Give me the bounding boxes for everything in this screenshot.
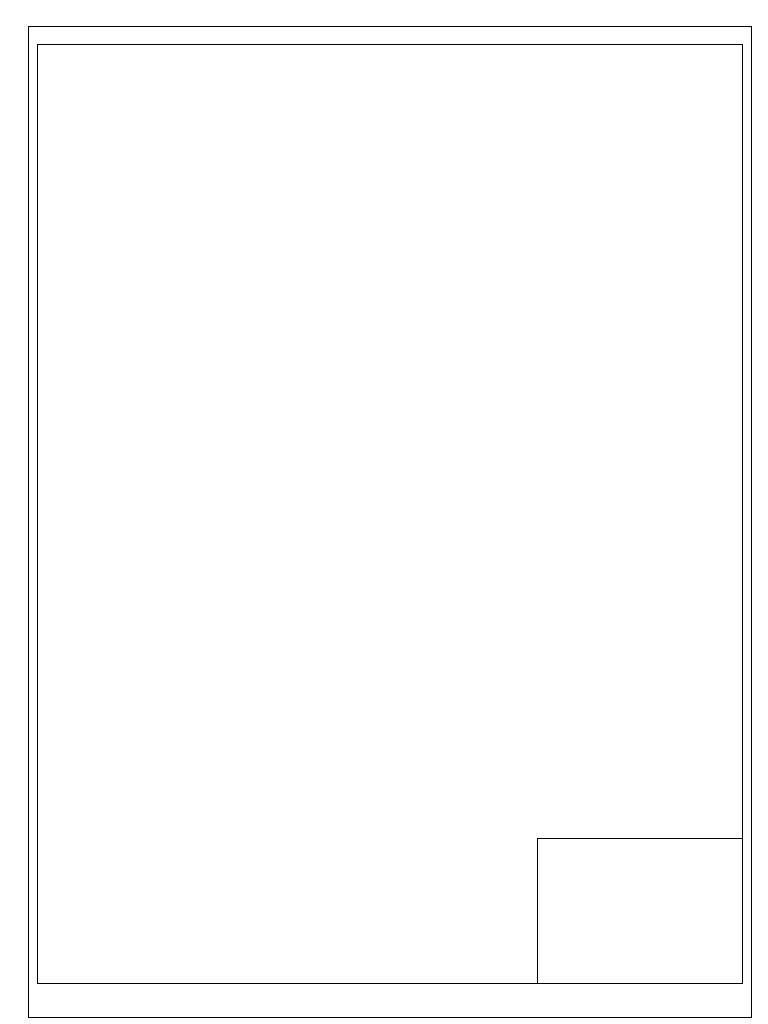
title-block <box>537 838 743 984</box>
